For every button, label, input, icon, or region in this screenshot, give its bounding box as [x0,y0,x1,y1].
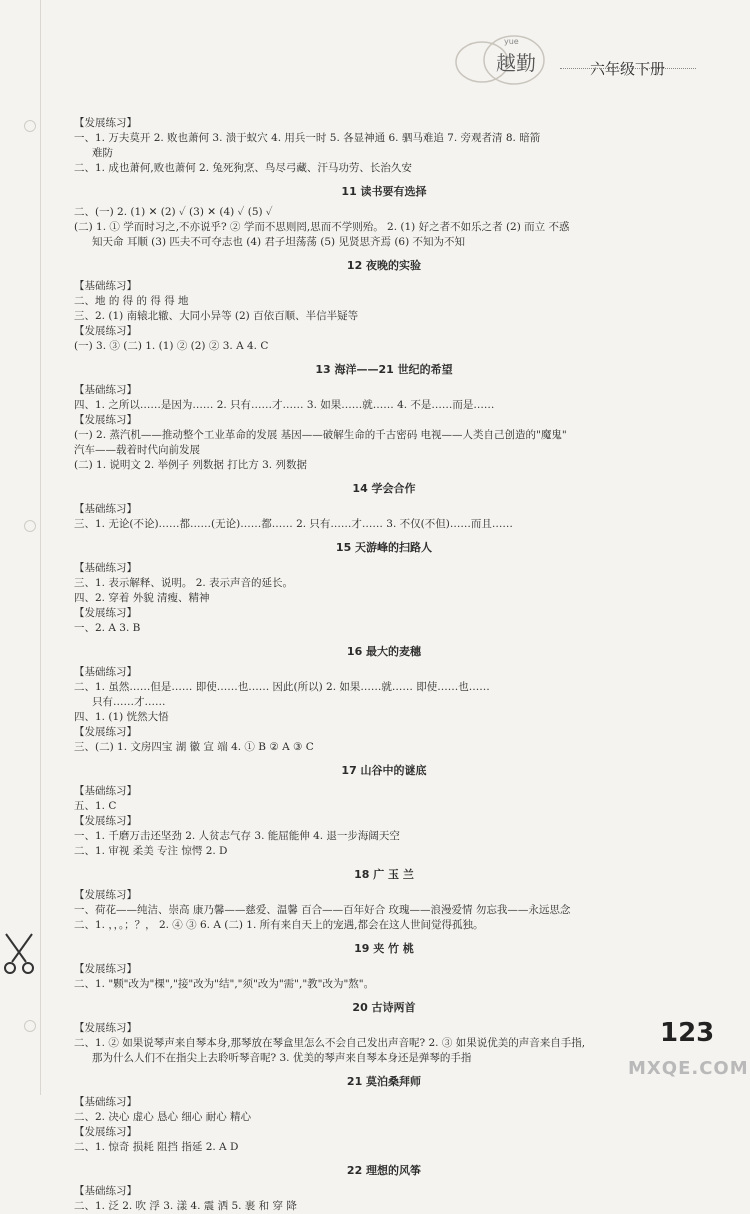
answer-line: 【基础练习】 [74,503,137,515]
answer-line: 【基础练习】 [74,785,137,797]
answer-line: 【发展练习】 [74,1126,137,1138]
lesson-title: 11 读书要有选择 [341,185,427,198]
answer-line: 四、1. (1) 恍然大悟 [74,711,169,723]
answer-line: 一、1. 千磨万击还坚劲 2. 人贫志气存 3. 能屈能伸 4. 退一步海阔天空 [74,830,400,842]
answer-line: (一) 3. ③ (二) 1. (1) ② (2) ② 3. A 4. C [74,340,269,352]
answer-line: 【发展练习】 [74,414,137,426]
answer-line: 一、荷花——纯洁、崇高 康乃馨——慈爱、温馨 百合——百年好合 玫瑰——浪漫爱情 勿忘我——永远思念 [74,904,571,916]
answer-line: 二、(一) 2. (1) ✕ (2) ✓ (3) ✕ (4) ✓ (5) ✓ [74,206,273,218]
answer-line: 知天命 耳顺 (3) 匹夫不可夺志也 (4) 君子坦荡荡 (5) 见贤思齐焉 (6) 不知为不知 [92,236,466,248]
answer-line: 【发展练习】 [74,963,137,975]
answer-line: (一) 2. 蒸汽机——推动整个工业革命的发展 基因——破解生命的千古密码 电视——人类自己创造的"魔鬼" [74,429,567,441]
answer-line: (二) 1. 说明文 2. 举例子 列数据 打比方 3. 列数据 [74,459,307,471]
answer-line: 三、1. 表示解释、说明。 2. 表示声音的延长。 [74,577,294,589]
lesson-title: 20 古诗两首 [352,1001,416,1014]
brand-logo [452,30,562,92]
answer-line: 【发展练习】 [74,889,137,901]
answer-line: 【基础练习】 [74,1185,137,1197]
answer-line: 【基础练习】 [74,1096,137,1108]
lesson-title: 14 学会合作 [352,482,416,495]
lesson-title: 22 理想的风筝 [346,1164,422,1177]
answer-line: 四、1. 之所以……是因为…… 2. 只有……才…… 3. 如果……就…… 4. 不是……而是…… [74,399,495,411]
page-number: 123 [660,1018,715,1048]
answer-line: 【发展练习】 [74,325,137,337]
answer-line: 二、1. 虽然……但是…… 即使……也…… 因此(所以) 2. 如果……就…… 即使……也…… [74,681,490,693]
answer-line: 三、1. 无论(不论)……都……(无论)……都…… 2. 只有……才…… 3. 不仅(不但)……而且…… [74,518,513,530]
answer-line: 二、1. 成也萧何,败也萧何 2. 兔死狗烹、鸟尽弓藏、汗马功劳、长治久安 [74,162,412,174]
answer-line: 那为什么人们不在指尖上去聆听琴音呢? 3. 优美的琴声来自琴本身还是弹琴的手指 [92,1052,472,1064]
scissors-icon [4,932,34,976]
answer-line: 一、1. 万夫莫开 2. 败也萧何 3. 溃于蚁穴 4. 用兵一时 5. 各显神通 6. 驷马难追 7. 旁观者清 8. 暗箭 [74,132,541,144]
answer-line: 三、2. (1) 南辕北辙、大同小异等 (2) 百依百顺、半信半疑等 [74,310,359,322]
header-rule [560,68,696,69]
logo-small-text: yue [504,37,519,46]
binding-hole [24,1020,36,1032]
answer-line: 二、1. 泛 2. 吹 浮 3. 漾 4. 震 洒 5. 裹 和 穿 降 [74,1200,297,1212]
lesson-title: 13 海洋——21 世纪的希望 [315,363,453,376]
lesson-title: 21 莫泊桑拜师 [346,1075,422,1088]
answer-line: 【发展练习】 [74,117,137,129]
answer-line: 四、2. 穿着 外貌 清瘦、精神 [74,592,210,604]
logo-text: 越勤 [496,51,536,75]
lesson-title: 17 山谷中的谜底 [341,764,427,777]
answer-line: 二、1. "颗"改为"棵","接"改为"结","须"改为"需","教"改为"熬"。 [74,978,375,990]
answer-content [74,116,694,1214]
binding-hole [24,520,36,532]
answer-line: 【基础练习】 [74,280,137,292]
answer-line: 一、2. A 3. B [74,622,141,634]
watermark: MXQE.COM [628,1058,749,1079]
answer-line: 二、1. ② 如果说琴声来自琴本身,那琴放在琴盒里怎么不会自己发出声音呢? 2. ③ 如果说优美的声音来自手指, [74,1037,586,1049]
answer-line: 二、2. 决心 虚心 恳心 细心 耐心 精心 [74,1111,252,1123]
answer-line: 【发展练习】 [74,815,137,827]
grade-label: 六年级下册 [590,60,666,78]
lesson-title: 15 天游峰的扫路人 [335,541,433,554]
answer-line: 【发展练习】 [74,1022,137,1034]
answer-line: 汽车——载着时代向前发展 [74,444,200,456]
answer-line: 【发展练习】 [74,726,137,738]
binding-strip [18,0,41,1095]
answer-line: 只有……才…… [92,696,166,708]
answer-line: 【基础练习】 [74,666,137,678]
answer-line: 二、地 的 得 的 得 得 地 [74,295,189,307]
lesson-title: 18 广 玉 兰 [354,868,414,881]
lesson-title: 19 夹 竹 桃 [354,942,414,955]
binding-hole [24,120,36,132]
answer-line: 【基础练习】 [74,384,137,396]
answer-line: 【基础练习】 [74,562,137,574]
answer-line: 难防 [92,147,113,159]
answer-line: 二、1. 审视 柔美 专注 惊愕 2. D [74,845,228,857]
answer-line: (二) 1. ① 学而时习之,不亦说乎? ② 学而不思则罔,思而不学则殆。 2. (1) 好之者不如乐之者 (2) 而立 不惑 [74,221,570,233]
answer-line: 三、(二) 1. 文房四宝 湖 徽 宣 端 4. ① B ② A ③ C [74,741,314,753]
lesson-title: 16 最大的麦穗 [346,645,422,658]
answer-line: 五、1. C [74,800,117,812]
lesson-title: 12 夜晚的实验 [346,259,422,272]
answer-line: 二、1. 惊奇 损耗 阻挡 指延 2. A D [74,1141,239,1153]
answer-line: 【发展练习】 [74,607,137,619]
answer-line: 二、1. ，，。；？， 2. ④ ③ 6. A (二) 1. 所有来自天上的宠遇,都会在这人世间觉得孤独。 [74,919,484,931]
